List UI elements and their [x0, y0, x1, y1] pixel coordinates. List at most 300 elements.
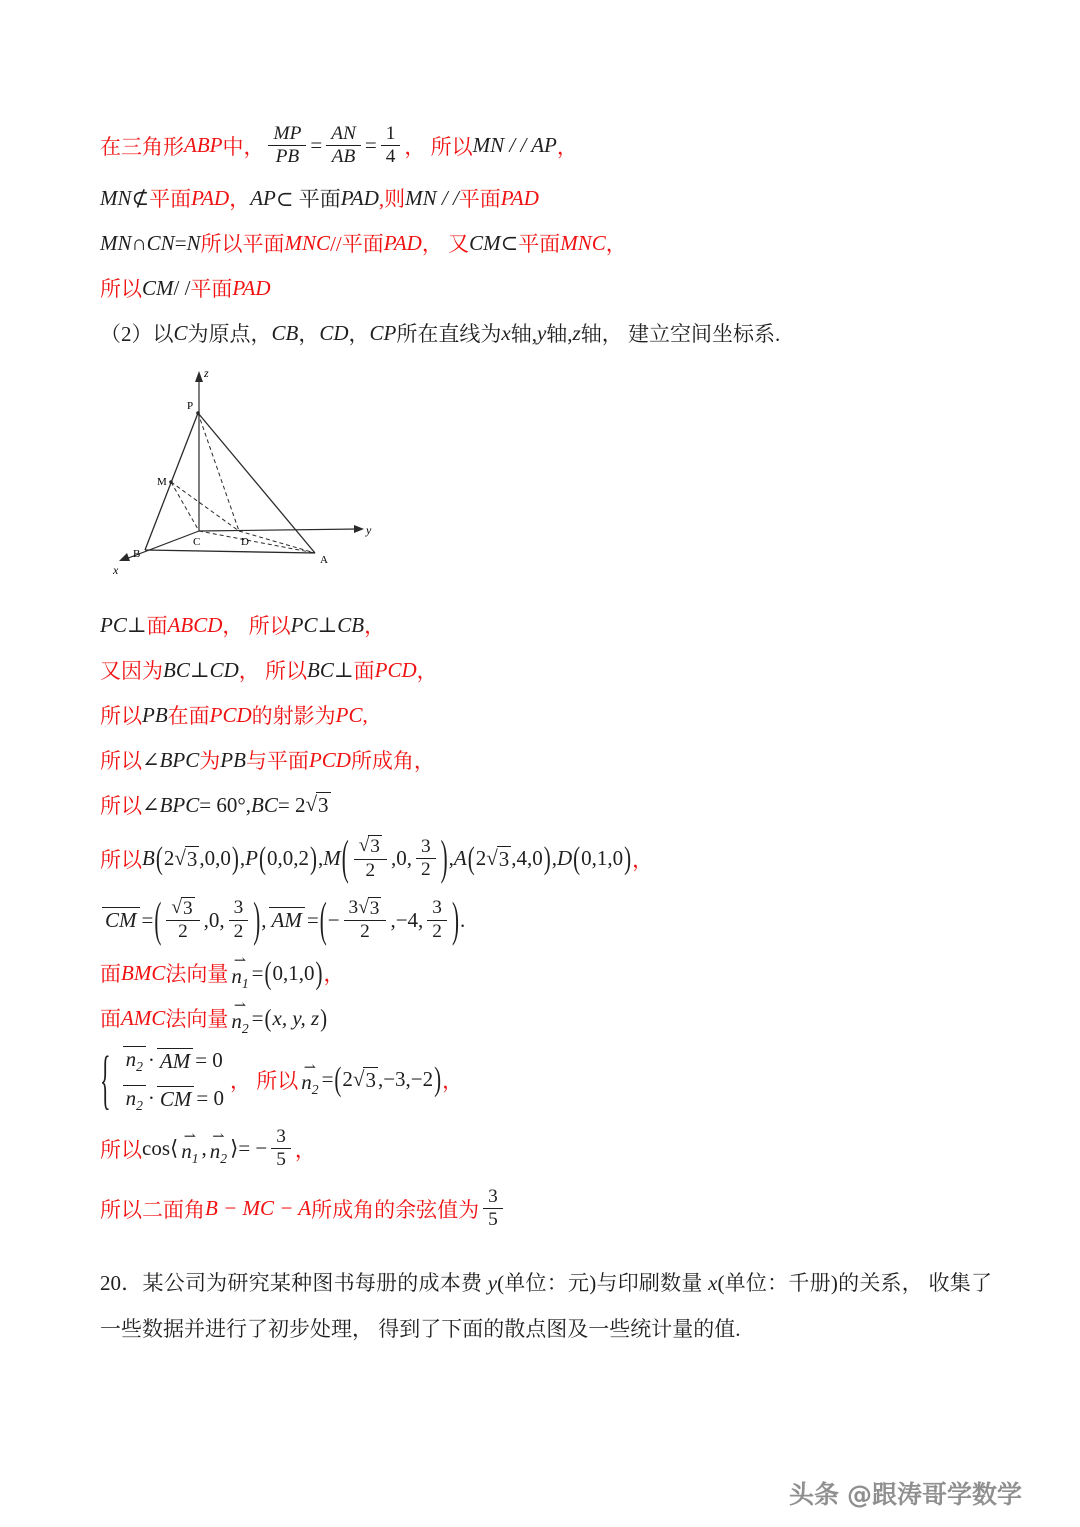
sqrt-argument: 3 — [370, 836, 380, 858]
text-run: 又因为 — [100, 659, 163, 684]
parenthesis: ) — [231, 839, 239, 876]
text-run: BMC — [121, 960, 166, 985]
sqrt-sign-glyph: √ — [358, 896, 369, 918]
label-D: D — [241, 536, 249, 549]
overline-vector: CM — [102, 907, 140, 932]
line-angle-60 — [100, 788, 992, 822]
text-run: PC — [100, 612, 127, 637]
sqrt-radical — [174, 846, 199, 872]
fraction-numerator: 3 — [483, 1186, 503, 1209]
sqrt-sign-glyph: √ — [171, 896, 182, 918]
fraction-denominator: 5 — [276, 1149, 286, 1171]
edge-PA — [198, 413, 315, 553]
text-run: 法向量 — [165, 1007, 229, 1032]
edge-PD-dashed — [198, 413, 239, 531]
text-run: x — [708, 1270, 718, 1295]
z-axis-arrow — [195, 371, 203, 382]
sqrt-radical — [358, 897, 381, 920]
parenthesis: ) — [253, 891, 261, 947]
parenthesis: ) — [320, 1003, 328, 1033]
arrow-vector — [231, 953, 249, 991]
watermark-brand: 头条 — [788, 1480, 839, 1509]
sqrt-argument: 3 — [186, 846, 198, 871]
sqrt-argument: 3 — [369, 897, 380, 919]
text-run: C — [173, 320, 188, 345]
text-run: MN — [100, 185, 132, 210]
solution-text-block-2 — [100, 608, 992, 1352]
text-run: ,0,0 — [199, 846, 231, 871]
sqrt-argument: 3 — [498, 846, 510, 871]
overline-vector: $n_2$ — [123, 1046, 146, 1074]
line-setup-axes — [100, 316, 992, 350]
sqrt-sign-glyph: √ — [358, 835, 370, 857]
text-run: 所在直线为 — [396, 322, 502, 347]
vector-body: $n_1$ — [181, 1138, 199, 1166]
text-run: BC — [307, 657, 334, 682]
fraction — [271, 1126, 291, 1171]
geometry-diagram — [104, 361, 384, 591]
text-run: = − — [238, 1136, 268, 1161]
parenthesis: ( — [341, 829, 349, 886]
text-run: 与平面 — [245, 749, 309, 774]
parenthesis: ) — [440, 829, 448, 886]
text-run: ， — [348, 322, 370, 347]
vector-arrow-icon: ⇀ — [212, 1128, 225, 1145]
text-run: （2）以 — [100, 322, 174, 347]
vector-body: $n_2$ — [231, 1008, 249, 1036]
text-run: 所以 — [100, 1137, 142, 1162]
text-run: 所以二面角 — [100, 1197, 205, 1222]
text-run: z — [572, 320, 581, 345]
text-run: 轴， 建立空间坐标系. — [580, 322, 781, 347]
fraction-denominator: 2 — [178, 921, 188, 943]
line-bc-perp — [100, 653, 992, 687]
text-run: AMC — [121, 1005, 166, 1030]
text-run: 所以 — [100, 277, 142, 302]
text-run: PAD — [383, 230, 422, 255]
text-run: ， — [605, 232, 627, 257]
text-run: N — [186, 230, 201, 255]
line-pc-perp — [100, 608, 992, 642]
text-run: cos — [142, 1136, 170, 1161]
vector-arrow-icon: ⇀ — [183, 1128, 197, 1145]
text-run: 所以 — [100, 847, 142, 872]
text-run: ， — [298, 322, 320, 347]
text-run: 法向量 — [165, 962, 229, 987]
text-run: 的射影为 — [251, 704, 336, 729]
text-run: ∩ — [131, 230, 147, 255]
text-run: = 0 — [195, 1048, 223, 1073]
label-z: z — [204, 366, 209, 381]
solution-text-block-1 — [100, 121, 992, 350]
parenthesis: ( — [155, 839, 163, 876]
text-run: ， — [556, 134, 578, 159]
parenthesis: ) — [309, 839, 317, 876]
text-run: CM — [469, 230, 501, 255]
text-run: 所成角的余弦值为 — [311, 1197, 480, 1222]
parenthesis: ) — [624, 839, 632, 876]
vector-arrow-icon: ⇀ — [233, 998, 247, 1015]
fraction-denominator: 2 — [365, 859, 376, 881]
vector-arrow-icon: ⇀ — [303, 1059, 317, 1076]
fraction-numerator: 1 — [381, 123, 401, 146]
paragraph-problem-20 — [100, 1260, 992, 1352]
overline-vector: $n_2$ — [123, 1085, 146, 1113]
text-run: BPC — [159, 792, 200, 817]
text-run: PB — [142, 702, 168, 727]
text-run: 在面 — [167, 704, 210, 729]
line-mnc-plane — [100, 226, 992, 260]
text-run: ABCD — [167, 612, 223, 637]
parenthesis: ) — [315, 954, 323, 991]
text-run: . — [459, 907, 466, 932]
text-run: //平面 — [330, 232, 384, 257]
fraction — [354, 835, 387, 881]
text-run: 所以平面 — [200, 232, 285, 257]
text-run: PCD — [374, 657, 417, 682]
text-run: ,0, — [390, 846, 412, 871]
label-B: B — [133, 548, 141, 561]
watermark-handle: @跟涛哥学数学 — [846, 1480, 1022, 1509]
text-run: CP — [369, 320, 397, 345]
fraction — [268, 123, 306, 168]
system-rows — [121, 1046, 224, 1112]
arrow-vector — [301, 1059, 319, 1098]
equation-system — [100, 1040, 224, 1116]
fraction — [381, 123, 401, 168]
fraction-denominator: AB — [331, 146, 356, 168]
text-run: = 0 — [196, 1086, 224, 1111]
system-row — [121, 1046, 224, 1074]
text-run: ， — [442, 1068, 464, 1093]
text-run: = — [364, 133, 377, 158]
text-run: 平面 — [149, 187, 192, 212]
fraction-denominator: 2 — [420, 859, 431, 881]
fraction-numerator: 3 √ 3 — [344, 897, 387, 921]
text-run: MNC — [560, 230, 606, 255]
text-run: , — [448, 846, 454, 871]
sqrt-sign-glyph: √ — [174, 845, 186, 870]
sqrt-argument: 3 — [182, 897, 193, 919]
subscript: 2 — [220, 1150, 228, 1166]
parenthesis: ( — [334, 1059, 342, 1099]
text-run: PAD — [500, 185, 539, 210]
text-run: MN / / — [405, 185, 459, 210]
fraction-numerator: 3 — [416, 836, 436, 859]
fraction — [483, 1186, 503, 1231]
subscript: 1 — [241, 975, 249, 991]
fraction-denominator: 2 — [360, 921, 370, 943]
text-run: ABP — [184, 133, 223, 158]
text-run: ， — [294, 1137, 316, 1162]
text-run: · — [147, 1048, 155, 1073]
fraction-denominator: 2 — [233, 920, 244, 942]
text-run: PCD — [308, 747, 351, 772]
text-run: MN — [100, 230, 132, 255]
text-run: 所成角， — [350, 749, 435, 774]
line-mn-plane — [100, 181, 992, 215]
parenthesis: ) — [543, 839, 551, 876]
text-run: ,−3,−2 — [377, 1067, 434, 1092]
text-run: = — [141, 907, 154, 932]
line-cm-parallel — [100, 271, 992, 305]
text-run: 所以 — [100, 704, 142, 729]
text-run: P — [245, 846, 258, 871]
text-run: 面 — [146, 614, 168, 639]
sqrt-radical — [486, 846, 511, 872]
diagram-container — [104, 361, 992, 597]
text-run: , — [201, 1136, 207, 1161]
line-normal-bmc — [100, 953, 992, 991]
text-run: 平面 — [518, 232, 561, 257]
text-run: x — [501, 320, 511, 345]
brace-icon: { — [100, 1040, 111, 1116]
text-run: PB — [220, 747, 246, 772]
text-run: 为 — [199, 749, 221, 774]
text-run: MNC — [284, 230, 331, 255]
sqrt-sign-glyph: √ — [352, 1066, 365, 1091]
text-run: , — [317, 846, 324, 871]
edge-CA-dashed — [199, 531, 315, 553]
text-run: 面 — [353, 659, 375, 684]
text-run: 0,1,0 — [272, 960, 315, 985]
sqrt-radical — [305, 792, 330, 818]
overline-vector: AM — [269, 907, 305, 932]
point-P — [196, 412, 200, 416]
vector-body: $n_2$ — [209, 1138, 228, 1166]
text-run: A — [453, 846, 467, 871]
text-run: (单位：千册)的关系， 收集了一些数据并进行了初步处理， 得到了下面的散点图及一些统计量的值. — [100, 1270, 992, 1341]
text-run: CB — [337, 612, 365, 637]
vector-body: $n_1$ — [231, 963, 249, 991]
edge-MC-dashed — [171, 482, 199, 531]
vector-arrow-icon: ⇀ — [233, 953, 247, 970]
text-run: , — [239, 846, 246, 871]
fraction-denominator: 2 — [432, 920, 442, 942]
sqrt-radical — [359, 835, 382, 858]
parenthesis: ( — [154, 891, 162, 947]
text-run: 为原点， — [187, 322, 272, 347]
text-run: 轴, — [510, 322, 537, 347]
text-run: 2 — [342, 1067, 353, 1092]
subscript: 2 — [136, 1097, 143, 1113]
text-run: ,则 — [378, 187, 406, 212]
text-run: − — [327, 907, 340, 932]
sqrt-argument: 3 — [365, 1067, 376, 1092]
text-run: CN — [146, 230, 175, 255]
fraction — [326, 123, 361, 168]
text-run: 面 — [100, 1007, 121, 1032]
text-run: = 60°, — [199, 792, 252, 817]
fraction-numerator: MP — [268, 123, 306, 146]
fraction — [229, 897, 249, 942]
text-run: ， 所以 — [222, 614, 291, 639]
text-run: · — [147, 1086, 155, 1111]
label-y: y — [366, 523, 372, 538]
text-run: , — [261, 907, 267, 932]
parenthesis: ( — [467, 839, 475, 876]
subscript: 2 — [311, 1082, 319, 1098]
fraction-numerator: 3 — [271, 1126, 291, 1149]
line-dihedral-result — [100, 1184, 992, 1233]
subscript: 2 — [241, 1020, 249, 1036]
sqrt-argument: 3 — [318, 793, 329, 818]
text-run: PC — [335, 702, 363, 727]
text-run: 平面 — [458, 187, 501, 212]
label-x: x — [113, 563, 119, 578]
text-run: ， 所以 — [404, 134, 473, 159]
text-run: x, y, z — [272, 1005, 320, 1030]
text-run: 20．某公司为研究某种图书每册的成本费 — [100, 1270, 488, 1295]
line-coordinates — [100, 829, 992, 886]
text-run: PCD — [209, 702, 252, 727]
text-run: , — [362, 702, 368, 727]
subscript: 1 — [191, 1150, 199, 1166]
text-run: ,−4, — [390, 907, 424, 932]
text-run: ⊥ — [317, 612, 338, 637]
text-run: = — [251, 960, 264, 985]
parenthesis: ) — [434, 1059, 442, 1099]
text-run: 所以 — [100, 794, 142, 819]
watermark — [789, 1475, 1022, 1511]
system-row — [121, 1085, 224, 1113]
text-run: CM — [142, 275, 174, 300]
text-run: PAD — [340, 185, 379, 210]
sqrt-radical — [353, 1067, 378, 1093]
text-run: ⊄ — [131, 185, 150, 210]
edge-MD-dashed — [171, 482, 239, 531]
label-P: P — [187, 400, 194, 413]
overline-vector: CM — [157, 1086, 195, 1111]
fraction-denominator: 4 — [385, 146, 396, 168]
text-run: PC — [290, 612, 318, 637]
text-run: ⊥ — [333, 657, 354, 682]
sqrt-radical — [171, 897, 194, 920]
text-run: = — [306, 907, 319, 932]
text-run: ， — [323, 962, 345, 987]
text-run: ， 所以 — [238, 659, 308, 684]
line-angle-def — [100, 743, 992, 777]
text-run: B − MC − A — [205, 1196, 312, 1221]
sqrt-sign-glyph: √ — [305, 792, 317, 817]
text-run: BPC — [159, 747, 200, 772]
overline-vector: AM — [157, 1048, 193, 1073]
line-normal-amc — [100, 998, 992, 1036]
point-M — [169, 481, 173, 485]
text-run: 0,1,0 — [581, 846, 624, 871]
text-run: 面 — [100, 962, 121, 987]
parenthesis: ( — [319, 891, 327, 947]
text-run: = — [310, 133, 323, 158]
fraction — [344, 897, 387, 943]
text-run: / / — [173, 275, 191, 300]
label-A: A — [320, 554, 328, 567]
text-run: ⊂ 平面 — [275, 187, 341, 212]
text-run: ， — [416, 659, 438, 684]
line-projection — [100, 698, 992, 732]
text-run: ， — [229, 187, 251, 212]
text-run: AP — [250, 185, 276, 210]
fraction-denominator: 5 — [488, 1209, 498, 1231]
text-run: 在三角形 — [100, 134, 184, 159]
text-run: y — [536, 320, 547, 345]
text-run: MN / / AP — [472, 133, 557, 158]
text-run: y — [487, 1270, 498, 1295]
text-run: ⊂ — [500, 230, 519, 255]
text-run: 0,0,2 — [266, 846, 309, 871]
text-run: , — [551, 846, 557, 871]
text-run: ⟩ — [230, 1136, 239, 1161]
text-run: ∠ — [142, 792, 160, 817]
text-run: ， 所以 — [229, 1068, 299, 1093]
parenthesis: ( — [264, 1003, 272, 1033]
parenthesis: ( — [573, 839, 581, 876]
text-run: CB — [271, 320, 299, 345]
parenthesis: ( — [264, 954, 272, 991]
vector-body: $n_2$ — [301, 1069, 319, 1098]
text-run: CD — [319, 320, 349, 345]
subscript: 2 — [136, 1059, 143, 1075]
edge-BA — [145, 550, 315, 553]
y-axis — [199, 529, 359, 531]
text-run: PAD — [191, 185, 230, 210]
text-run: 2 — [163, 846, 175, 871]
fraction-numerator: AN — [326, 123, 361, 146]
text-run: ， 又 — [421, 232, 470, 257]
text-run: CD — [209, 657, 239, 682]
arrow-vector — [231, 998, 249, 1036]
x-axis-arrow — [119, 553, 130, 561]
line-triangle-ratio — [100, 121, 992, 170]
sqrt-sign-glyph: √ — [486, 845, 498, 870]
line-vectors-cm-am — [100, 891, 992, 947]
text-run: B — [142, 846, 155, 871]
fraction — [416, 836, 436, 881]
y-axis-arrow — [354, 525, 364, 533]
parenthesis: ) — [451, 891, 459, 947]
text-run: PAD — [232, 275, 271, 300]
fraction-numerator: 3 — [229, 897, 249, 920]
text-run: ⟨ — [170, 1136, 179, 1161]
line-system — [100, 1040, 992, 1116]
text-run: = — [321, 1067, 334, 1092]
text-run: = — [174, 230, 187, 255]
label-C: C — [193, 536, 201, 549]
text-run: (单位：元)与印刷数量 — [497, 1270, 709, 1295]
label-M: M — [157, 476, 167, 489]
text-run: ， — [364, 614, 386, 639]
arrow-vector — [181, 1128, 199, 1166]
line-cosine — [100, 1124, 992, 1173]
fraction — [427, 897, 447, 942]
text-run: BC — [251, 792, 278, 817]
text-run: ,0, — [203, 907, 225, 932]
fraction-numerator — [354, 835, 387, 859]
arrow-vector — [209, 1128, 228, 1166]
text-run: ∠ — [142, 747, 160, 772]
text-run: 2 — [475, 846, 487, 871]
text-run: BC — [163, 657, 190, 682]
text-run: ， — [632, 847, 654, 872]
edge-DA-dashed — [239, 531, 315, 553]
text-run: = 2 — [277, 792, 306, 817]
text-run: 所以 — [100, 749, 142, 774]
text-run: 轴, — [546, 322, 573, 347]
fraction-numerator — [166, 897, 199, 921]
text-run: 中， — [222, 134, 265, 159]
text-run: = — [251, 1005, 264, 1030]
text-run: 平面 — [190, 277, 233, 302]
